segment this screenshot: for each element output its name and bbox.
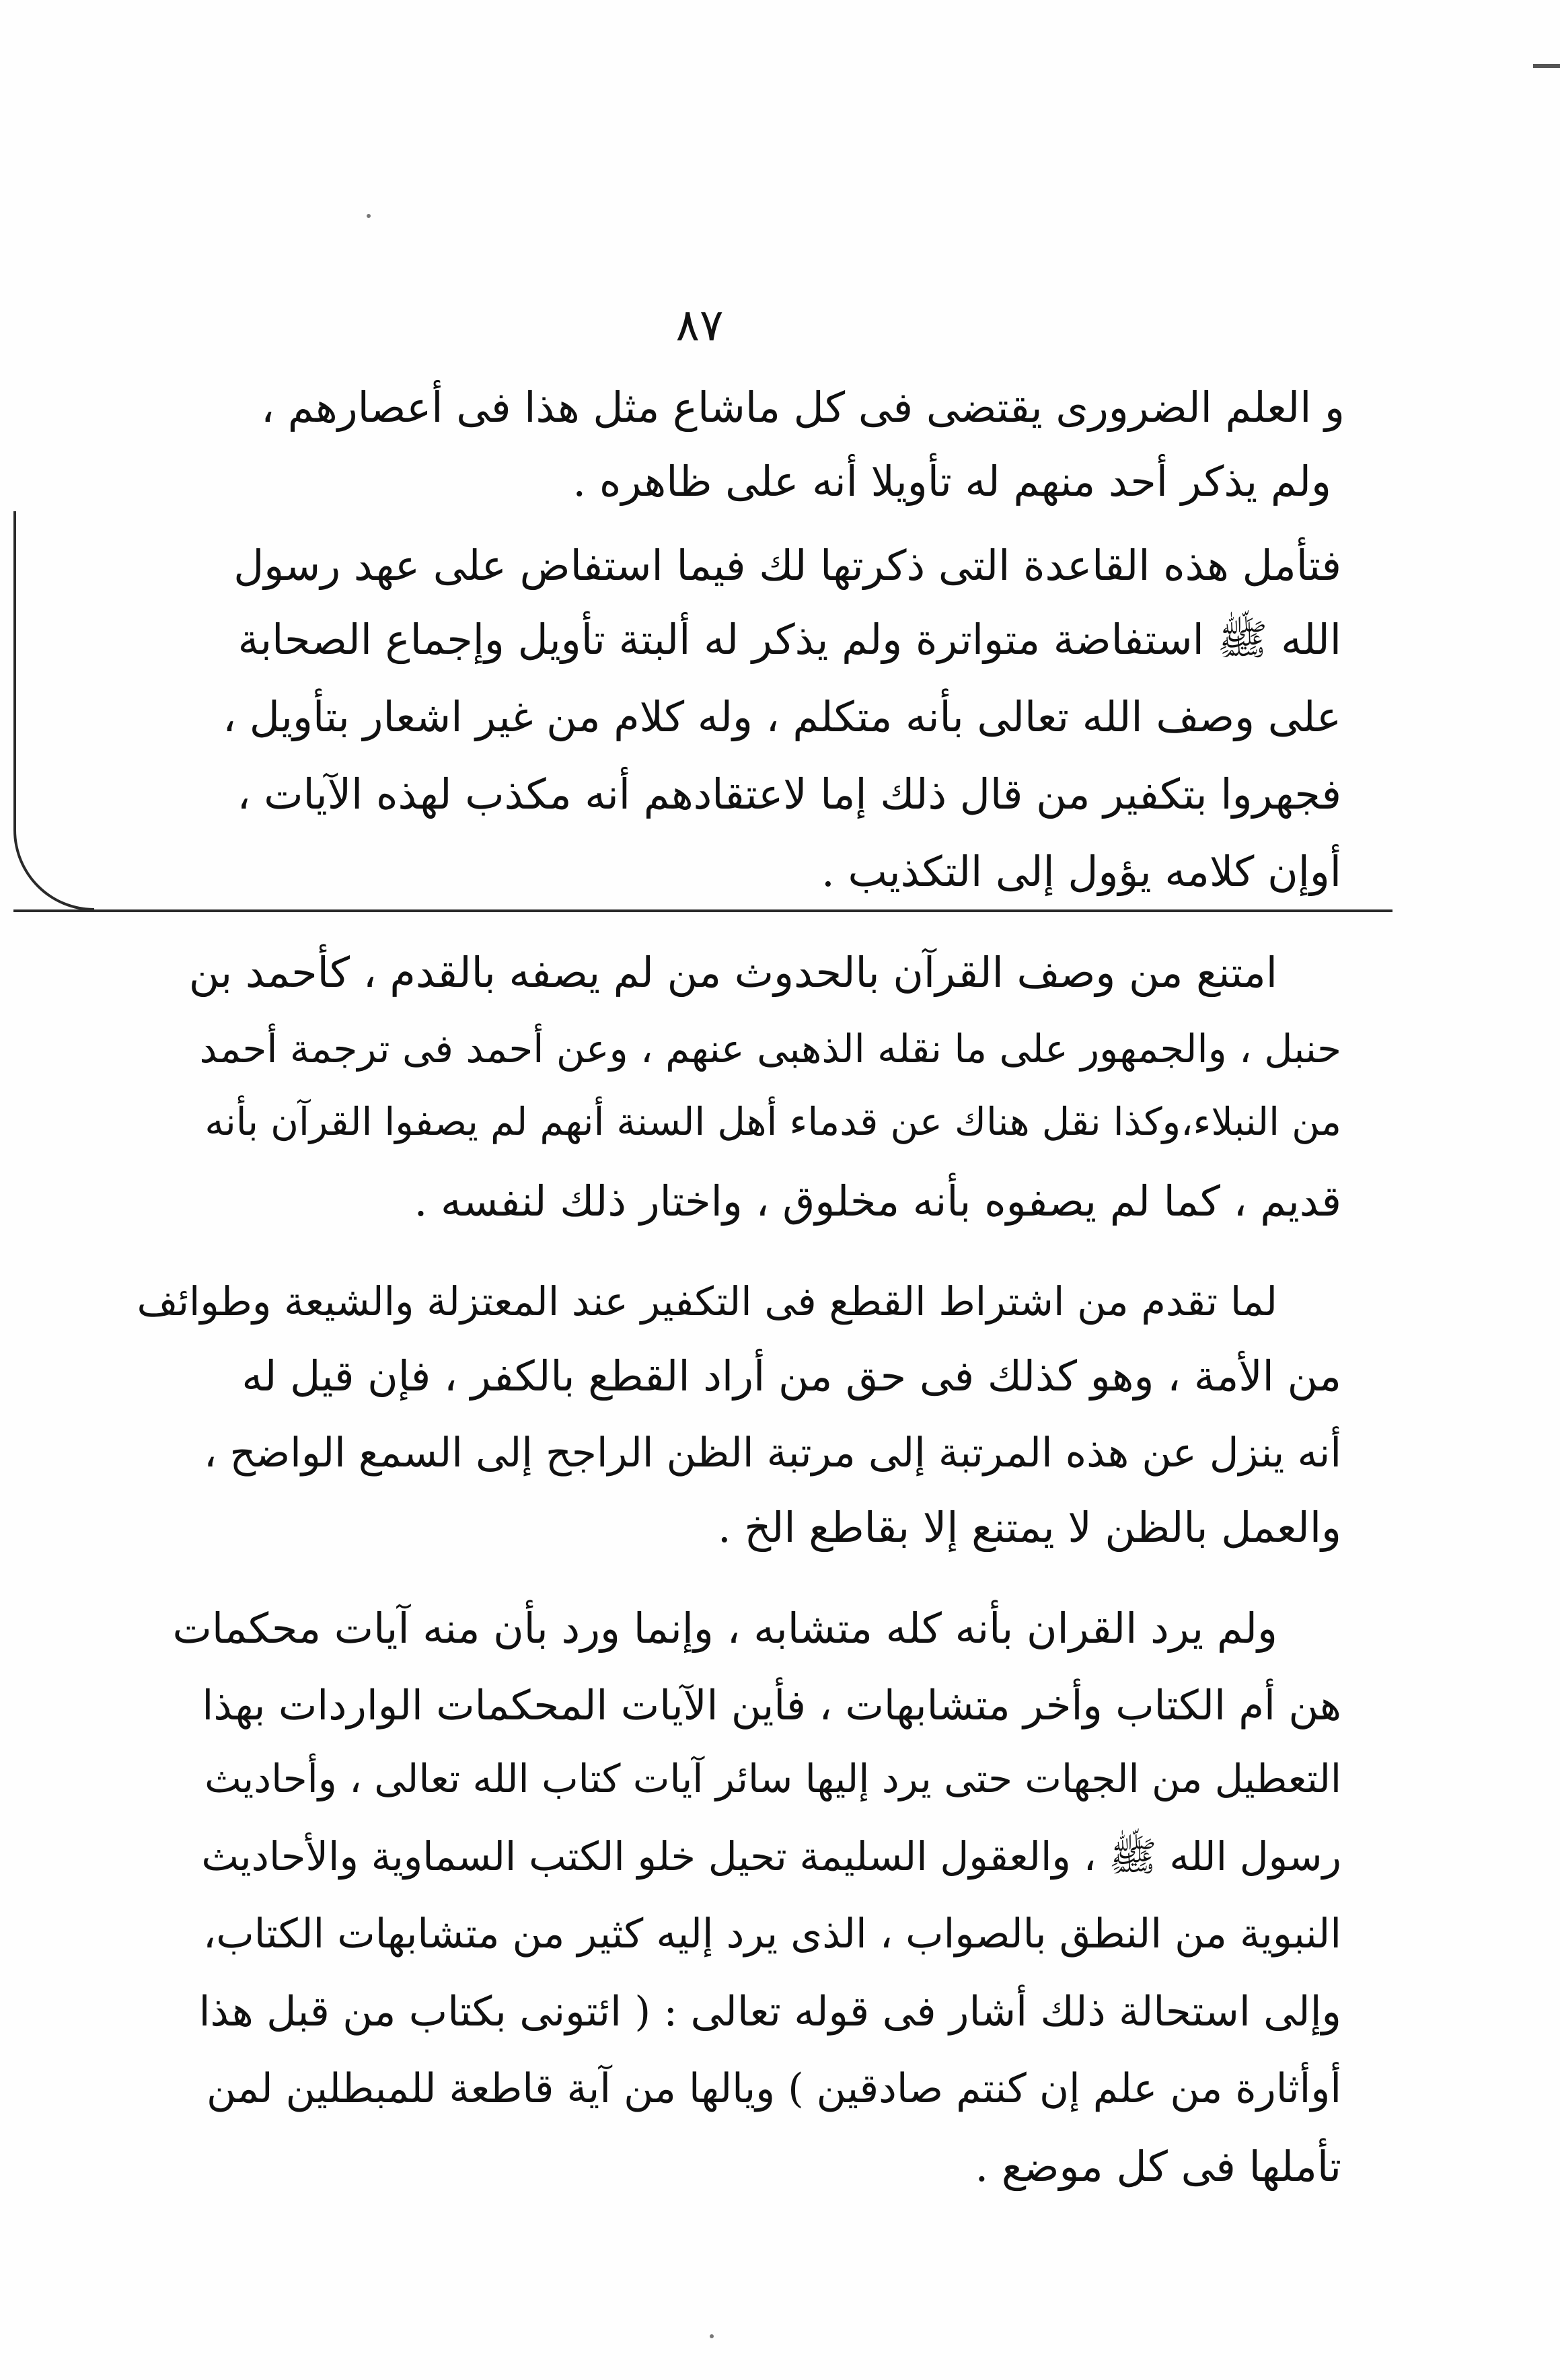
text-line: فتأمل هذه القاعدة التى ذكرتها لك فيما استفاض على عهد رسول [233, 541, 1341, 590]
text-line: وإلى استحالة ذلك أشار فى قوله تعالى : ( ائتونى بكتاب من قبل هذا [198, 1988, 1341, 2036]
text-line: و العلم الضرورى يقتضى فى كل ماشاع مثل هذا فى أعصارهم ، [261, 383, 1345, 432]
text-line: فجهروا بتكفير من قال ذلك إما لاعتقادهم أنه مكذب لهذه الآيات ، [237, 770, 1341, 819]
text-line: النبوية من النطق بالصواب ، الذى يرد إليه كثير من متشابهات الكتاب، [202, 1910, 1341, 1958]
text-line: أنه ينزل عن هذه المرتبة إلى مرتبة الظن الراجح إلى السمع الواضح ، [204, 1429, 1341, 1477]
text-line: من النبلاء،وكذا نقل هناك عن قدماء أهل السنة أنهم لم يصفوا القرآن بأنه [205, 1100, 1341, 1144]
text-line: الله ﷺ استفاضة متواترة ولم يذكر له ألبتة تأويل وإجماع الصحابة [237, 615, 1341, 664]
text-line: لما تقدم من اشتراط القطع فى التكفير عند المعتزلة والشيعة وطوائف [137, 1278, 1277, 1325]
text-line: ولم يذكر أحد منهم له تأويلا أنه على ظاهره . [572, 457, 1331, 506]
text-line: رسول الله ﷺ ، والعقول السليمة تحيل خلو الكتب السماوية والأحاديث [201, 1833, 1341, 1880]
text-line: أوإن كلامه يؤول إلى التكذيب . [821, 847, 1341, 896]
text-line: والعمل بالظن لا يمتنع إلا بقاطع الخ . [718, 1503, 1341, 1552]
margin-bracket [13, 511, 94, 911]
page-edge-mark [1533, 64, 1560, 68]
section-divider [13, 909, 1392, 912]
text-line: قديم ، كما لم يصفوه بأنه مخلوق ، واختار ذلك لنفسه . [414, 1177, 1341, 1226]
text-line: التعطيل من الجهات حتى يرد إليها سائر آيات كتاب الله تعالى ، وأحاديث [205, 1756, 1341, 1801]
text-line: ولم يرد القران بأنه كله متشابه ، وإنما ورد بأن منه آيات محكمات [172, 1604, 1277, 1653]
text-line: أوأثارة من علم إن كنتم صادقين ) ويالها من آية قاطعة للمبطلين لمن [206, 2065, 1341, 2112]
text-line: امتنع من وصف القرآن بالحدوث من لم يصفه بالقدم ، كأحمد بن [188, 948, 1277, 997]
text-line: تأملها فى كل موضع . [975, 2142, 1341, 2191]
scan-speck [367, 214, 371, 218]
text-line: من الأمة ، وهو كذلك فى حق من أراد القطع بالكفر ، فإن قيل له [242, 1351, 1341, 1401]
text-line: على وصف الله تعالى بأنه متكلم ، وله كلام من غير اشعار بتأويل ، [223, 692, 1341, 741]
page-number: ٨٧ [675, 299, 724, 351]
text-line: حنبل ، والجمهور على ما نقله الذهبى عنهم ، وعن أحمد فى ترجمة أحمد [199, 1026, 1341, 1072]
scan-speck [710, 2334, 714, 2338]
text-line: هن أم الكتاب وأخر متشابهات ، فأين الآيات المحكمات الواردات بهذا [202, 1682, 1341, 1730]
